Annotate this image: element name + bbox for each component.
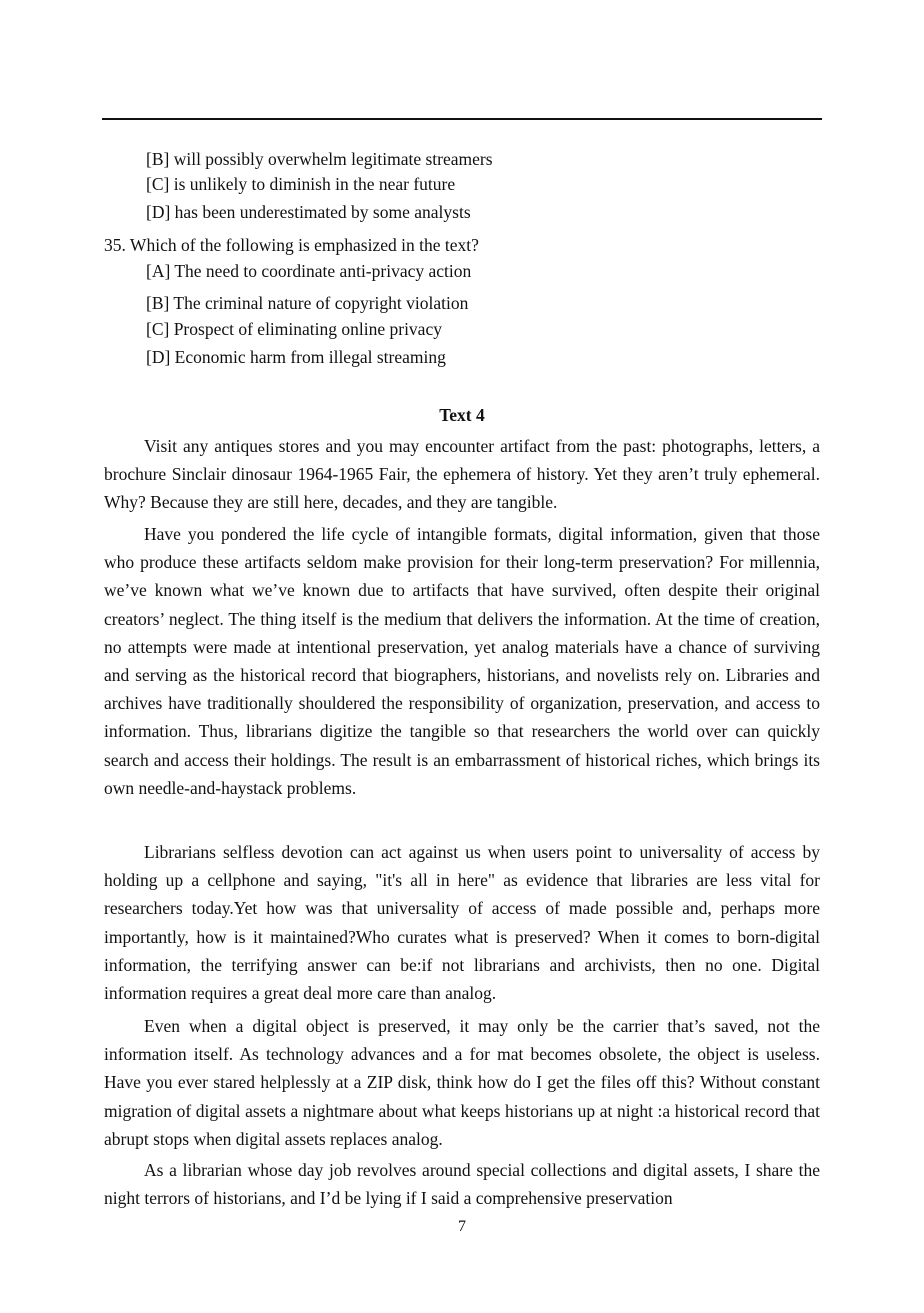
option-b: [B] will possibly overwhelm legitimate streamers bbox=[146, 149, 493, 169]
option-d: [D] has been underestimated by some analysts bbox=[146, 202, 471, 222]
paragraph-2: Have you pondered the life cycle of intangible formats, digital information, given that those who produce these artifacts seldom make provision for their long-term preservation? For millennia, we’ve known what we’ve known due to artifacts that have survived, often despite their original creators’ neglect. The thing itself is the medium that delivers the information. At the time of creation, no attempts were made at intentional preservation, yet analog materials have a chance of surviving and serving as the historical record that biographers, historians, and novelists rely on. Libraries and archives have traditionally shouldered the responsibility of organization, preservation, and access to information. Thus, librarians digitize the tangible so that researchers the world over can quickly search and access their holdings. The result is an embarrassment of historical riches, which brings its own needle-and-haystack problems. bbox=[104, 524, 820, 798]
question-35-option-b: [B] The criminal nature of copyright violation bbox=[146, 293, 469, 313]
option-c: [C] is unlikely to diminish in the near future bbox=[146, 174, 456, 194]
question-35-option-a: [A] The need to coordinate anti-privacy action bbox=[146, 261, 472, 281]
page-number: 7 bbox=[458, 1218, 466, 1235]
paragraph-1: Visit any antiques stores and you may encounter artifact from the past: photographs, letters, a brochure Sinclair dinosaur 1964-1965 Fair, the ephemera of history. Yet they aren’t truly ephemeral. Why? Because they are still here, decades, and they are tangible. bbox=[104, 436, 820, 513]
question-35-stem: 35. Which of the following is emphasized in the text? bbox=[104, 235, 479, 255]
paragraph-4: Even when a digital object is preserved, it may only be the carrier that’s saved, not the information itself. As technology advances and a for mat becomes obsolete, the object is useless. Have you ever stared helplessly at a ZIP disk, think how do I get the files off this? Without constant migration of digital assets a nightmare about what keeps historians up at night :a historical record that abrupt stops when digital assets replaces analog. bbox=[104, 1016, 820, 1149]
header-rule bbox=[102, 118, 822, 120]
text-4-title: Text 4 bbox=[439, 405, 485, 425]
paragraph-3: Librarians selfless devotion can act against us when users point to universality of access by holding up a cellphone and saying, "it's all in here" as evidence that libraries are less vital for researchers today.Yet how was that universality of access of made possible and, perhaps more importantly, how is it maintained?Who curates what is preserved? When it comes to born-digital information, the terrifying answer can be:if not librarians and archivists, then no one. Digital information requires a great deal more care than analog. bbox=[104, 842, 820, 1004]
question-35-option-c: [C] Prospect of eliminating online privacy bbox=[146, 319, 442, 339]
question-35-option-d: [D] Economic harm from illegal streaming bbox=[146, 347, 446, 367]
paragraph-5: As a librarian whose day job revolves around special collections and digital assets, I share the night terrors of historians, and I’d be lying if I said a comprehensive preservation bbox=[104, 1160, 820, 1209]
